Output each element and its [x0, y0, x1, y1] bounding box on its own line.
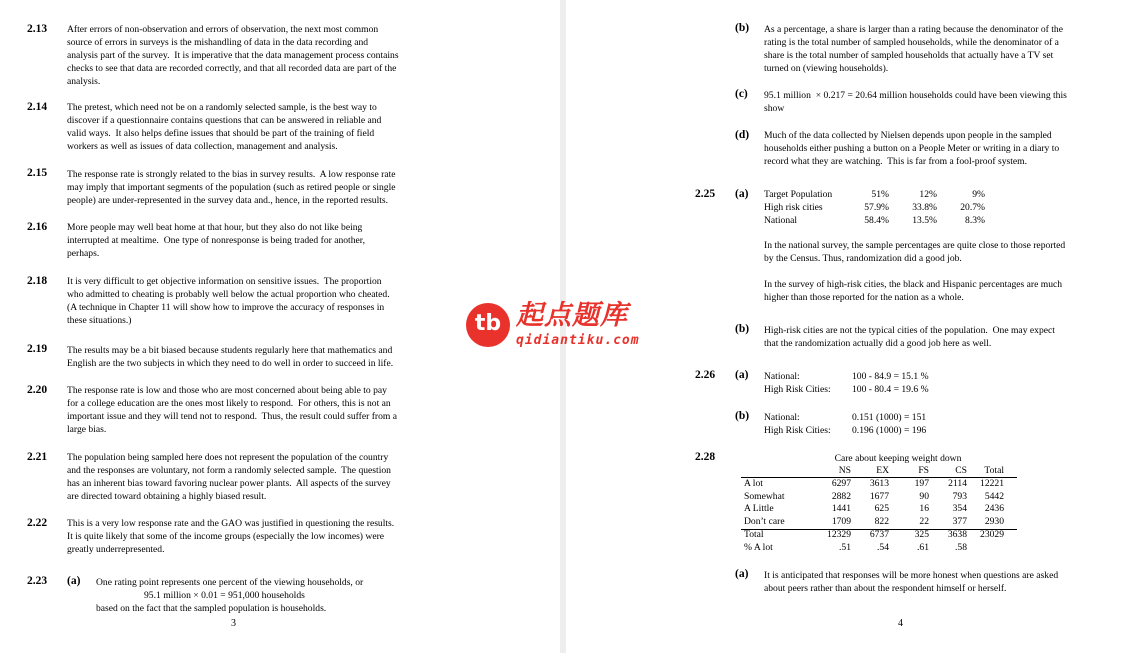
item-number: 2.22	[27, 517, 48, 529]
row-label: A lot	[744, 477, 763, 489]
cell: 2930	[984, 516, 1004, 528]
sub-label: (b)	[735, 22, 750, 34]
row-label: Don’t care	[744, 516, 785, 528]
cell: 2436	[984, 503, 1004, 515]
item-text: In the national survey, the sample percentages are quite close to those reported by the Census. Thus, randomization did a good job.	[764, 240, 1066, 264]
item-number: 2.28	[695, 451, 716, 463]
cell: 33.8%	[912, 201, 937, 213]
item-text: In the survey of high-risk cities, the black and Hispanic percentages are much higher than those reported for the nation as a whole.	[764, 279, 1063, 303]
item-number: 2.16	[27, 221, 48, 233]
cell: 23029	[980, 528, 1004, 540]
item-number: 2.15	[27, 167, 48, 179]
page-number: 4	[898, 618, 903, 629]
table-row	[764, 371, 929, 384]
item-text: 95.1 million × 0.217 = 20.64 million households could have been viewing this show	[764, 90, 1067, 114]
item-number: 2.25	[695, 188, 716, 200]
item-text: It is very difficult to get objective information on sensitive issues. The proportion who admitted to cheating is probably well below the actual proportion who cheated. (A technique in Chapter 11 will show how to improve the accuracy of responses in these situations.)	[67, 276, 390, 326]
row-label: Target Population	[764, 189, 833, 200]
cell: 13.5%	[912, 214, 937, 226]
cell: 6737	[869, 528, 889, 540]
cell: 1709	[831, 516, 851, 528]
nonresponse-count-table	[764, 412, 926, 438]
cell: 1441	[831, 503, 851, 515]
watermark-brand: 起点题库	[516, 300, 628, 331]
sub-label: (a)	[735, 568, 749, 580]
row-label: National:	[764, 371, 800, 382]
cell: 9%	[972, 189, 985, 200]
cell: .51	[839, 541, 851, 553]
cell: 51%	[871, 189, 889, 200]
table-row	[744, 529, 1004, 542]
item-number: 2.26	[695, 369, 716, 381]
cell: 625	[874, 503, 889, 515]
item-text: One rating point represents one percent of the viewing households, or	[96, 577, 364, 588]
cell: 12221	[980, 477, 1004, 489]
row-label: High Risk Cities:	[764, 383, 831, 395]
item-text: The response rate is low and those who are most concerned about being able to pay for a college education are the ones most likely to respond. For others, this is not an important issue and they will tend not to respond. Thus, the result could suffer from a large bias.	[67, 385, 398, 435]
row-label: High risk cities	[764, 201, 823, 213]
cell	[967, 542, 1004, 555]
cell: 12%	[919, 189, 937, 200]
cell: 1677	[869, 490, 889, 502]
item-text: Much of the data collected by Nielsen depends upon people in the sampled households either pushing a button on a People Meter or writing in a diary to record what they are watching. This is far from a fool-proof system.	[764, 130, 1060, 167]
cell: .54	[877, 541, 889, 553]
watermark-logo	[466, 300, 676, 352]
table-row	[744, 503, 1004, 516]
column-header: Total	[984, 465, 1004, 476]
table-row	[764, 189, 985, 202]
sub-label: (d)	[735, 129, 750, 141]
cell: 100 - 84.9 = 15.1 %	[852, 371, 929, 382]
cell: .61	[917, 541, 929, 553]
page-number: 3	[231, 618, 236, 629]
cell: 3613	[869, 477, 889, 489]
row-label: National:	[764, 412, 800, 423]
row-label: % A lot	[744, 541, 773, 553]
table-row	[744, 516, 1004, 529]
item-number: 2.23	[27, 575, 48, 587]
cell: 90	[919, 490, 929, 502]
cell: 20.7%	[960, 201, 985, 213]
item-text: After errors of non-observation and errors of observation, the next most common source of errors in surveys is the mishandling of data in the data recording and analysis part of the survey. It is imperative that the data management process contains checks to see that data are recorded correctly, and that all recorded data are part of the analysis.	[67, 24, 399, 87]
item-number: 2.19	[27, 343, 48, 355]
cell: 822	[874, 516, 889, 528]
cell: 5442	[984, 490, 1004, 502]
item-text: based on the fact that the sampled population is households.	[96, 603, 327, 614]
cell: 325	[914, 528, 929, 540]
cell: .58	[955, 541, 967, 553]
cell: 6297	[831, 477, 851, 489]
item-text: It is anticipated that responses will be more honest when questions are asked about peers rather than about the respondent himself or herself.	[764, 570, 1059, 594]
formula-line: 95.1 million × 0.01 = 951,000 households	[144, 590, 305, 601]
item-number: 2.21	[27, 451, 48, 463]
cell: 22	[919, 516, 929, 528]
item-number: 2.18	[27, 275, 48, 287]
item-text: The results may be a bit biased because students regularly here that mathematics and English are the two subjects in which they need to do well in order to succeed in life.	[67, 345, 394, 369]
sub-label: (a)	[735, 369, 749, 381]
sub-label: (b)	[735, 323, 750, 335]
sub-label: (a)	[67, 575, 81, 587]
row-label: Somewhat	[744, 490, 785, 502]
cell: 0.196 (1000) = 196	[852, 424, 927, 436]
sub-label: (a)	[735, 188, 749, 200]
cell: 8.3%	[965, 214, 985, 226]
cell: 377	[952, 516, 967, 528]
table-row	[744, 478, 1004, 491]
cell: 58.4%	[864, 214, 889, 226]
table-row	[744, 542, 1004, 555]
cell: 354	[952, 503, 967, 515]
column-header: EX	[876, 465, 889, 476]
row-label: National	[764, 214, 798, 226]
item-text: This is a very low response rate and the GAO was justified in questioning the results. It is quite likely that some of the income groups (especially the low incomes) were greatly underrepresented.	[67, 518, 395, 555]
row-label: A Little	[744, 503, 774, 515]
sub-label: (b)	[735, 410, 750, 422]
column-header: NS	[838, 465, 851, 476]
row-label: High Risk Cities:	[764, 424, 831, 436]
cell: 3638	[947, 528, 967, 540]
cell: 197	[914, 477, 929, 489]
table-row	[764, 425, 926, 438]
watermark-url: qidiantiku.com	[516, 333, 640, 348]
table-row	[764, 202, 985, 215]
item-text: The population being sampled here does not represent the population of the country and the responses are voluntary, not form a randomly selected sample. The question has an inherent bias toward favoring nuclear power plants. All aspects of the survey are directed toward obtaining a highly biased result.	[67, 452, 391, 502]
cell: 12329	[827, 528, 851, 540]
item-text: The pretest, which need not be on a randomly selected sample, is the best way to discover if a questionnaire contains questions that can be answered in reliable and valid ways. It also helps define issues that should be part of the training of field workers as well as issues of data collection, management and analysis.	[67, 102, 382, 152]
cell: 100 - 80.4 = 19.6 %	[852, 383, 929, 395]
table-row	[764, 384, 929, 397]
column-header: CS	[955, 465, 967, 476]
cell: 2882	[831, 490, 851, 502]
response-rate-table	[764, 371, 929, 397]
table-title: Care about keeping weight down	[834, 453, 962, 464]
watermark-badge: tb	[466, 303, 510, 347]
item-text: High-risk cities are not the typical cities of the population. One may expect that the randomization actually did a good job here as well.	[764, 325, 1055, 349]
table-row	[744, 491, 1004, 504]
item-text: More people may well beat home at that hour, but they also do not like being interrupted at mealtime. One type of nonresponse is being traded for another, perhaps.	[67, 222, 365, 259]
table-row	[764, 215, 985, 228]
column-header: FS	[918, 465, 929, 476]
percentages-table	[764, 189, 985, 227]
table-row	[764, 412, 926, 425]
table-header-row	[744, 465, 1004, 478]
weight-care-table	[744, 465, 1004, 555]
cell: 2114	[948, 477, 967, 489]
cell: 793	[952, 490, 967, 502]
cell: 57.9%	[864, 201, 889, 213]
item-number: 2.13	[27, 23, 48, 35]
item-text: The response rate is strongly related to the bias in survey results. A low response rate may imply that important segments of the population (such as retired people or single people) are under-represented in the survey data and., hence, in the reported results.	[67, 169, 396, 206]
item-text: As a percentage, a share is larger than a rating because the denominator of the rating is the total number of sampled households, while the denominator of a share is the total number of sampled households that actually have a TV set turned on (viewing households).	[764, 24, 1063, 74]
cell: 16	[919, 503, 929, 515]
column-header	[744, 465, 812, 478]
sub-label: (c)	[735, 88, 748, 100]
item-number: 2.14	[27, 101, 48, 113]
cell: 0.151 (1000) = 151	[852, 412, 927, 423]
row-label: Total	[744, 528, 764, 540]
item-number: 2.20	[27, 384, 48, 396]
